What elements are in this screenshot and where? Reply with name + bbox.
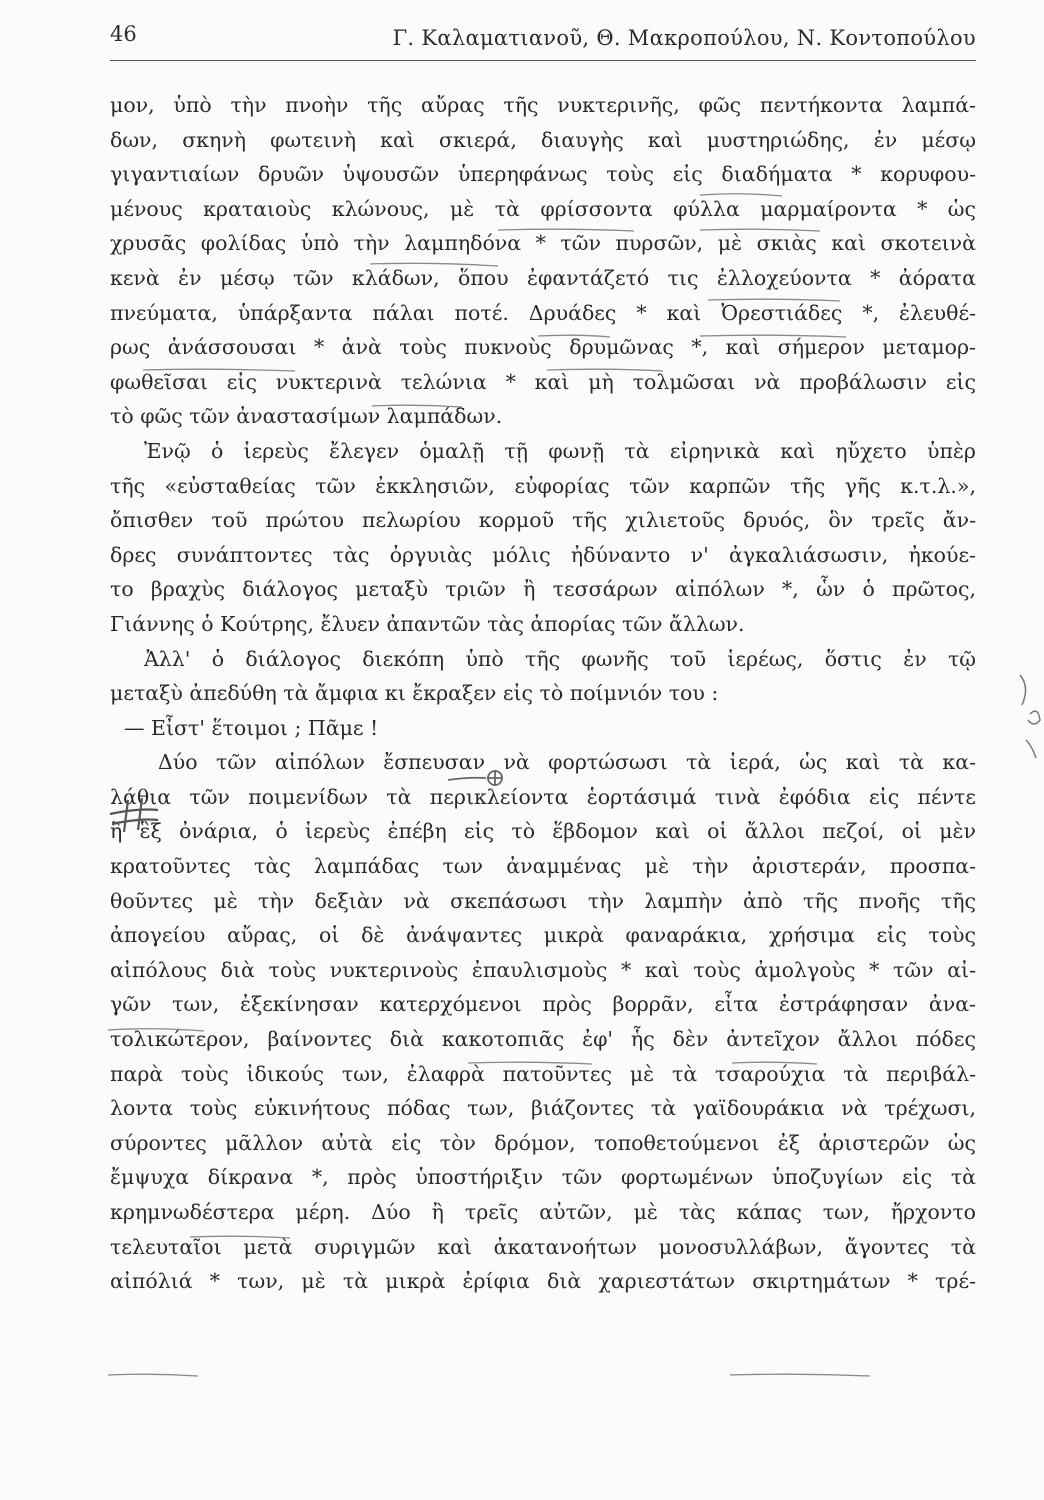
text-line: μένους κραταιοὺς κλώνους, μὲ τὰ φρίσσοντα φύλλα μαρμαίροντα * ὡς xyxy=(110,196,976,221)
text-line: μον, ὑπὸ τὴν πνοὴν τῆς αὔρας τῆς νυκτερινῆς, φῶς πεντήκοντα λαμπά- xyxy=(110,93,976,117)
text-line: γιγαντιαίων δρυῶν ὑψουσῶν ὑπερηφάνως τοὺς εἰς διαδήματα * κορυφου- xyxy=(110,162,976,187)
text-line: χρυσᾶς φολίδας ὑπὸ τὴν λαμπηδόνα * τῶν πυρσῶν, μὲ σκιὰς καὶ σκοτεινὰ xyxy=(110,231,976,256)
text-line: σύροντες μᾶλλον αὐτὰ εἰς τὸν δρόμον, τοποθετούμενοι ἐξ ἀριστερῶν ὡς xyxy=(110,1130,976,1155)
text-line: ἀπογείου αὔρας, οἱ δὲ ἀνάψαντες μικρὰ φαναράκια, χρήσιμα εἰς τοὺς xyxy=(110,923,976,948)
text-line: αἰπόλιά * των, μὲ τὰ μικρὰ ἐρίφια διὰ χαριεστάτων σκιρτημάτων * τρέ- xyxy=(110,1269,976,1294)
text-line: το βραχὺς διάλογος μεταξὺ τριῶν ἢ τεσσάρων αἰπόλων *, ὧν ὁ πρῶτος, xyxy=(110,577,976,602)
text-line: θοῦντες μὲ τὴν δεξιὰν νὰ σκεπάσωσι τὴν λαμπὴν ἀπὸ τῆς πνοῆς τῆς xyxy=(110,888,976,913)
text-line: ἢ ἓξ ὀνάρια, ὁ ἱερεὺς ἐπέβη εἰς τὸ ἕβδομον καὶ οἱ ἄλλοι πεζοί, οἱ μὲν xyxy=(110,819,976,844)
text-line: παρὰ τοὺς ἰδικούς των, ἐλαφρὰ πατοῦντες μὲ τὰ τσαρούχια τὰ περιβάλ- xyxy=(110,1061,976,1086)
running-head: Γ. Καλαματιανοῦ, Θ. Μακροπούλου, Ν. Κοντοπούλου xyxy=(392,26,976,50)
text-line: λοντα τοὺς εὐκινήτους πόδας των, βιάζοντες τὰ γαϊδουράκια νὰ τρέχωσι, xyxy=(110,1096,976,1121)
text-line: κρημνωδέστερα μέρη. Δύο ἢ τρεῖς αὐτῶν, μὲ τὰς κάπας των, ἤρχοντο xyxy=(110,1200,976,1224)
text-line: τὸ φῶς τῶν ἀναστασίμων λαμπάδων. xyxy=(110,404,503,429)
dialog-line: — Εἶστ' ἕτοιμοι ; Πᾶμε ! xyxy=(124,715,379,740)
header-rule xyxy=(110,60,976,61)
text-line: Ἐνῷ ὁ ἱερεὺς ἔλεγεν ὁμαλῇ τῇ φωνῇ τὰ εἰρηνικὰ καὶ ηὔχετο ὑπὲρ xyxy=(144,438,976,463)
body-text xyxy=(110,88,976,1299)
text-line: ἔμψυχα δίκρανα *, πρὸς ὑποστήριξιν τῶν φορτωμένων ὑποζυγίων εἰς τὰ xyxy=(110,1165,976,1190)
text-line: αἰπόλους διὰ τοὺς νυκτερινοὺς ἐπαυλισμοὺς * καὶ τοὺς ἀμολγοὺς * τῶν αἰ- xyxy=(110,957,976,982)
text-line: γῶν των, ἐξεκίνησαν κατερχόμενοι πρὸς βορρᾶν, εἶτα ἐστράφησαν ἀνα- xyxy=(110,992,976,1017)
text-line: ρως ἀνάσσουσαι * ἀνὰ τοὺς πυκνοὺς δρυμῶνας *, καὶ σήμερον μεταμορ- xyxy=(110,335,976,360)
text-line: τῆς «εὐσταθείας τῶν ἐκκλησιῶν, εὐφορίας τῶν καρπῶν τῆς γῆς κ.τ.λ.», xyxy=(110,473,976,498)
text-line: κρατοῦντες τὰς λαμπάδας των ἀναμμένας μὲ τὴν ἀριστεράν, προσπα- xyxy=(110,854,976,879)
text-line: Δύο τῶν αἰπόλων ἔσπευσαν νὰ φορτώσωσι τὰ ἱερά, ὡς καὶ τὰ κα- xyxy=(158,750,976,775)
text-line: Γιάννης ὁ Κούτρης, ἔλυεν ἀπαντῶν τὰς ἀπορίας τῶν ἄλλων. xyxy=(110,611,745,636)
text-line: μεταξὺ ἀπεδύθη τὰ ἄμφια κι ἔκραξεν εἰς τὸ ποίμνιόν του : xyxy=(110,681,719,706)
text-line: τελευταῖοι μετὰ συριγμῶν καὶ ἀκατανοήτων μονοσυλλάβων, ἄγοντες τὰ xyxy=(110,1234,976,1259)
text-line: Ἀλλ' ὁ διάλογος διεκόπη ὑπὸ τῆς φωνῆς τοῦ ἱερέως, ὅστις ἐν τῷ xyxy=(144,646,976,671)
text-line: τολικώτερον, βαίνοντες διὰ κακοτοπιᾶς ἐφ' ἧς δὲν ἀντεῖχον ἄλλοι πόδες xyxy=(110,1027,976,1052)
page-number: 46 xyxy=(110,22,137,46)
text-line: δρες συνάπτοντες τὰς ὀργυιὰς μόλις ἠδύναντο ν' ἀγκαλιάσωσιν, ἠκούε- xyxy=(110,542,976,567)
page-header xyxy=(110,22,976,58)
text-line: ὄπισθεν τοῦ πρώτου πελωρίου κορμοῦ τῆς χιλιετοῦς δρυός, ὃν τρεῖς ἄν- xyxy=(110,508,976,533)
text-line: δων, σκηνὴ φωτεινὴ καὶ σκιερά, διαυγὴς καὶ μυστηριώδης, ἐν μέσῳ xyxy=(110,127,976,152)
margin-mark xyxy=(1020,675,1040,758)
text-line: πνεύματα, ὑπάρξαντα πάλαι ποτέ. Δρυάδες * καὶ Ὀρεστιάδες *, ἐλευθέ- xyxy=(110,300,976,325)
text-line: κενὰ ἐν μέσῳ τῶν κλάδων, ὅπου ἐφαντάζετό τις ἐλλοχεύοντα * ἀόρατα xyxy=(110,265,976,290)
text-line: λάθια τῶν ποιμενίδων τὰ περικλείοντα ἑορτάσιμά τινὰ ἐφόδια εἰς πέντε xyxy=(110,784,976,809)
text-line: φωθεῖσαι εἰς νυκτερινὰ τελώνια * καὶ μὴ τολμῶσαι νὰ προβάλωσιν εἰς xyxy=(110,369,976,394)
